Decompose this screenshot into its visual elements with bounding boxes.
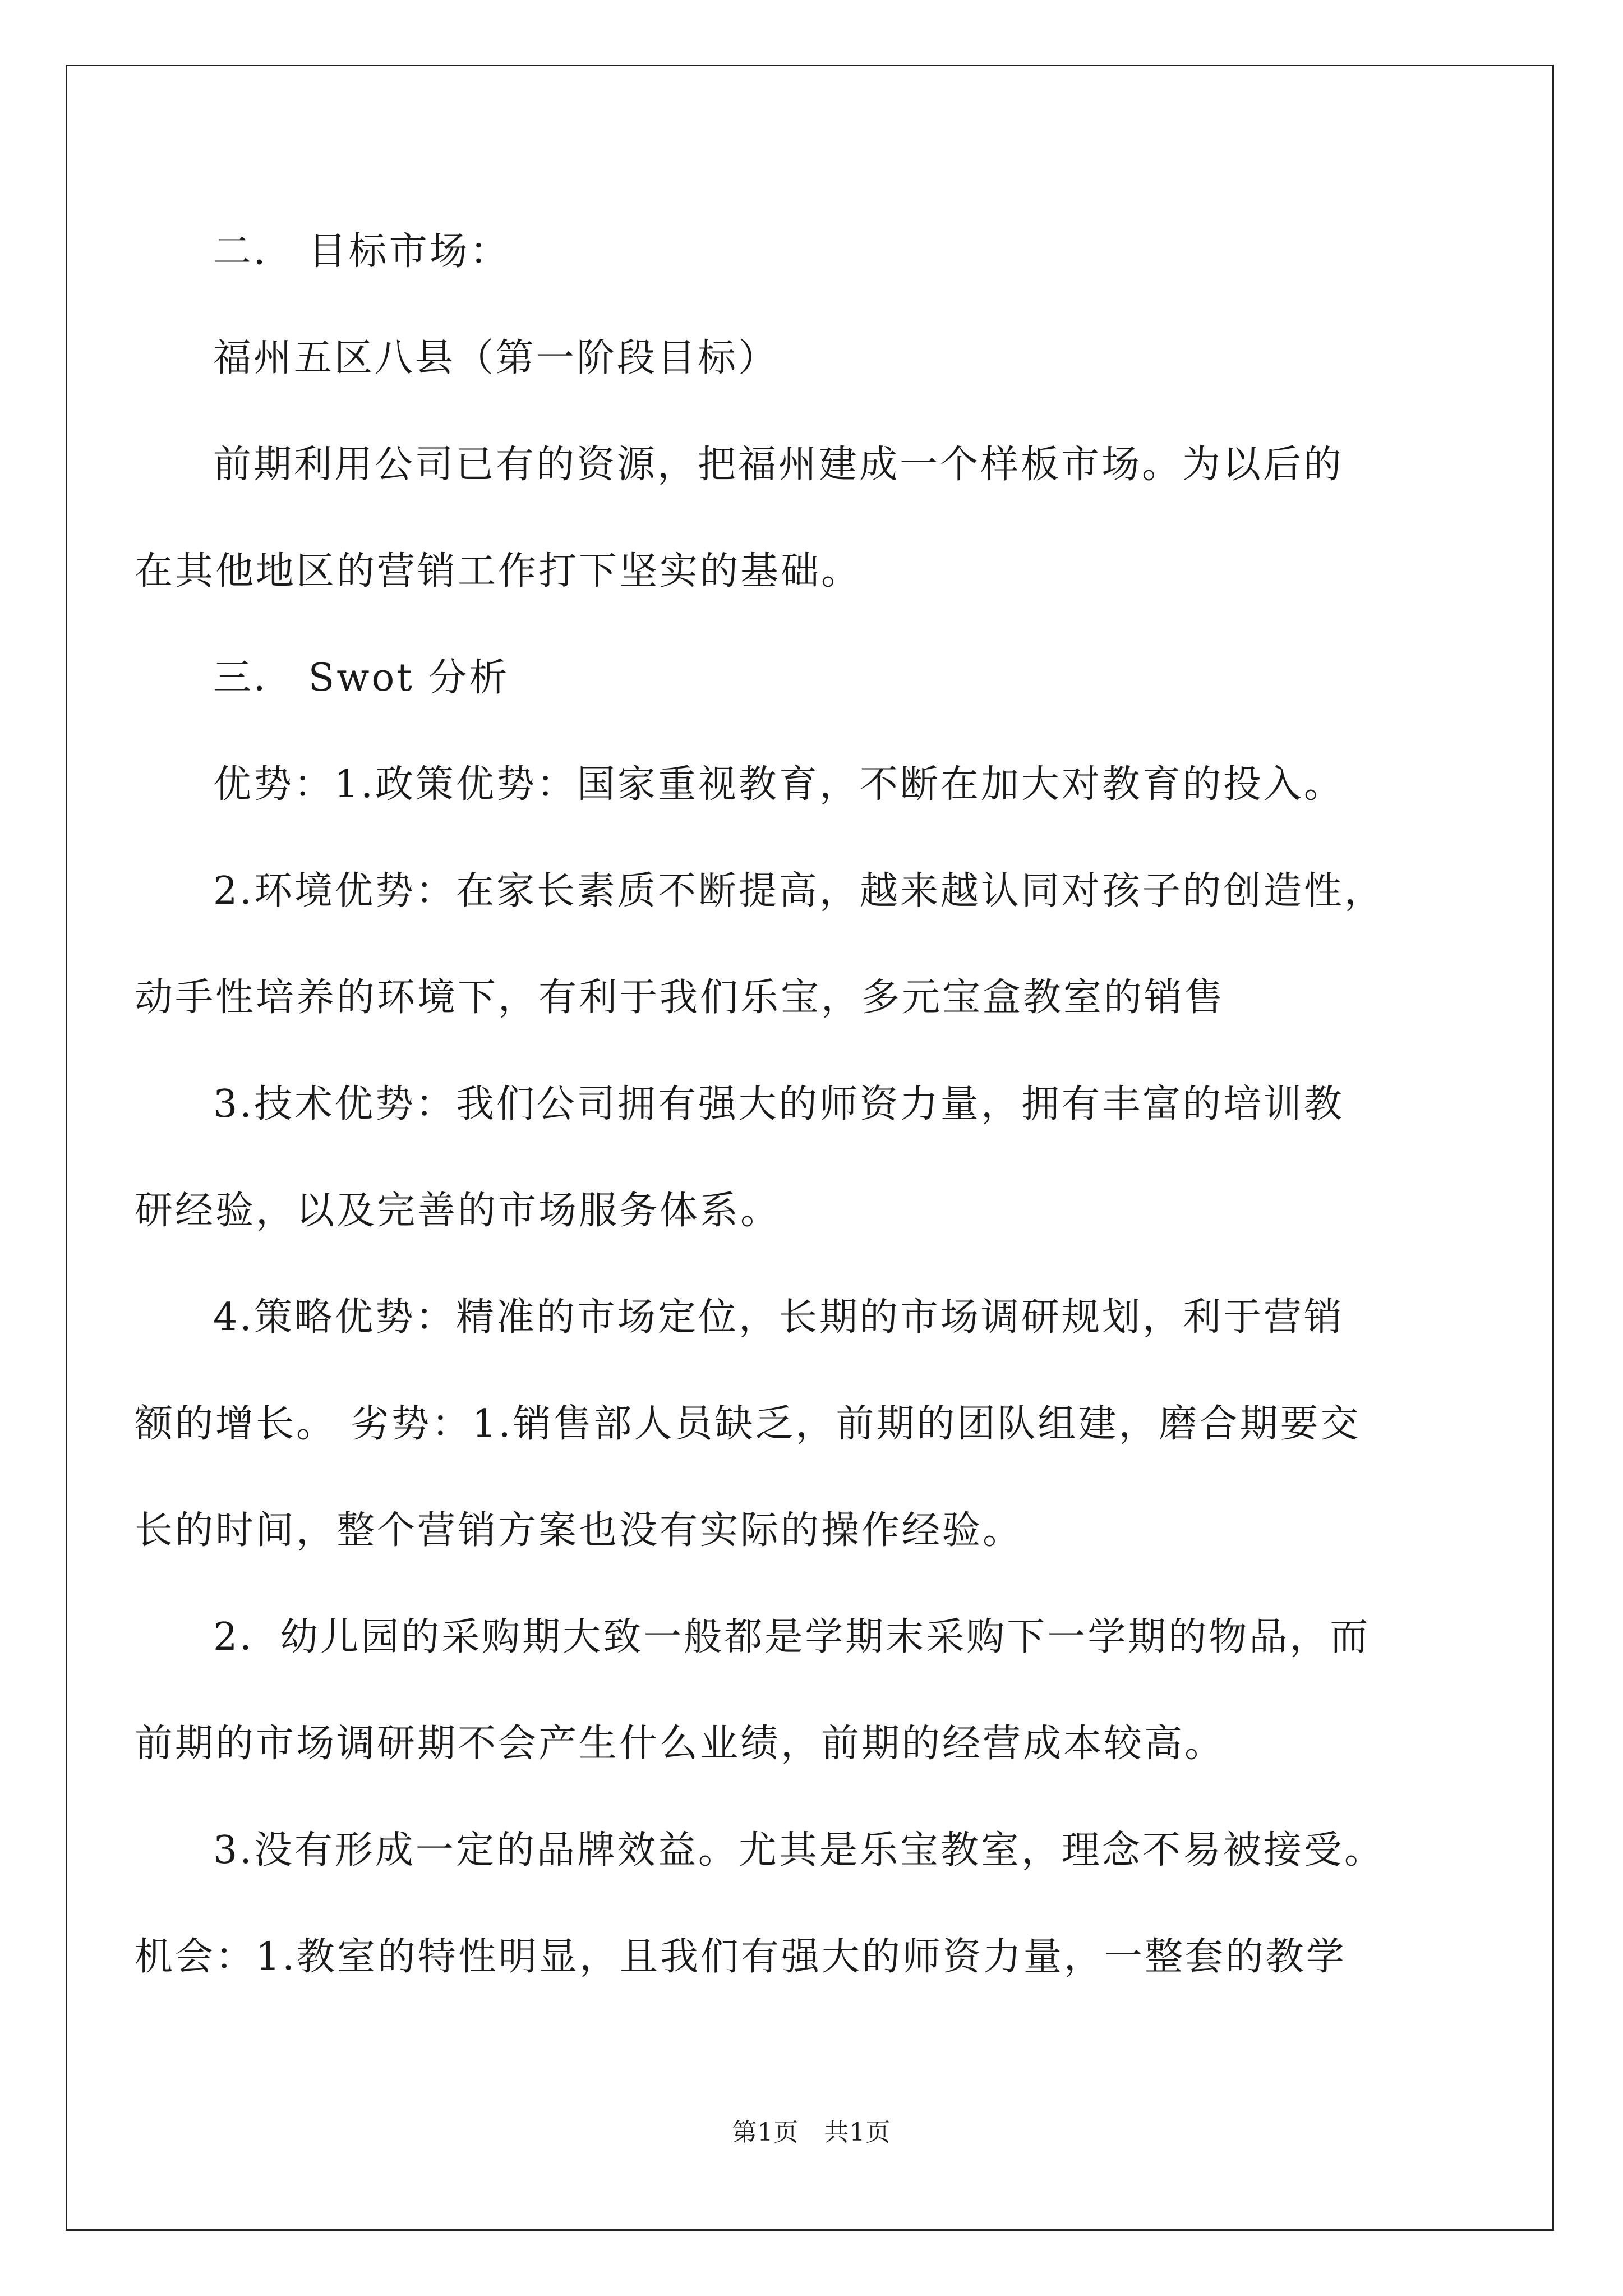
paragraph-line: 动手性培养的环境下，有利于我们乐宝，多元宝盒教室的销售	[135, 976, 1225, 1020]
paragraph-line: 前期利用公司已有的资源，把福州建成一个样板市场。为以后的	[213, 443, 1344, 487]
paragraph-line: 在其他地区的营销工作打下坚实的基础。	[135, 549, 862, 593]
page-number-footer: 第1页 共1页	[732, 2118, 891, 2147]
paragraph-line: 3.技术优势：我们公司拥有强大的师资力量，拥有丰富的培训教	[213, 1082, 1344, 1126]
paragraph-line: 福州五区八县（第一阶段目标）	[213, 336, 779, 380]
paragraph-line: 2.环境优势：在家长素质不断提高，越来越认同对孩子的创造性，	[213, 869, 1385, 913]
paragraph-line: 额的增长。 劣势：1.销售部人员缺乏，前期的团队组建，磨合期要交	[135, 1402, 1361, 1446]
paragraph-line: 3.没有形成一定的品牌效益。尤其是乐宝教室，理念不易被接受。	[213, 1828, 1385, 1872]
paragraph-line: 研经验，以及完善的市场服务体系。	[135, 1189, 781, 1233]
paragraph-line: 机会：1.教室的特性明显，且我们有强大的师资力量，一整套的教学	[135, 1935, 1347, 1979]
section-heading-swot: 三． Swot 分析	[213, 656, 510, 700]
paragraph-line: 2．幼儿园的采购期大致一般都是学期末采购下一学期的物品，而	[213, 1615, 1371, 1659]
section-heading-target-market: 二． 目标市场：	[213, 229, 510, 274]
paragraph-line: 4.策略优势：精准的市场定位，长期的市场调研规划，利于营销	[213, 1295, 1344, 1340]
paragraph-line: 优势：1.政策优势：国家重视教育，不断在加大对教育的投入。	[213, 762, 1344, 807]
paragraph-line: 长的时间，整个营销方案也没有实际的操作经验。	[135, 1508, 1023, 1553]
paragraph-line: 前期的市场调研期不会产生什么业绩，前期的经营成本较高。	[135, 1722, 1225, 1766]
